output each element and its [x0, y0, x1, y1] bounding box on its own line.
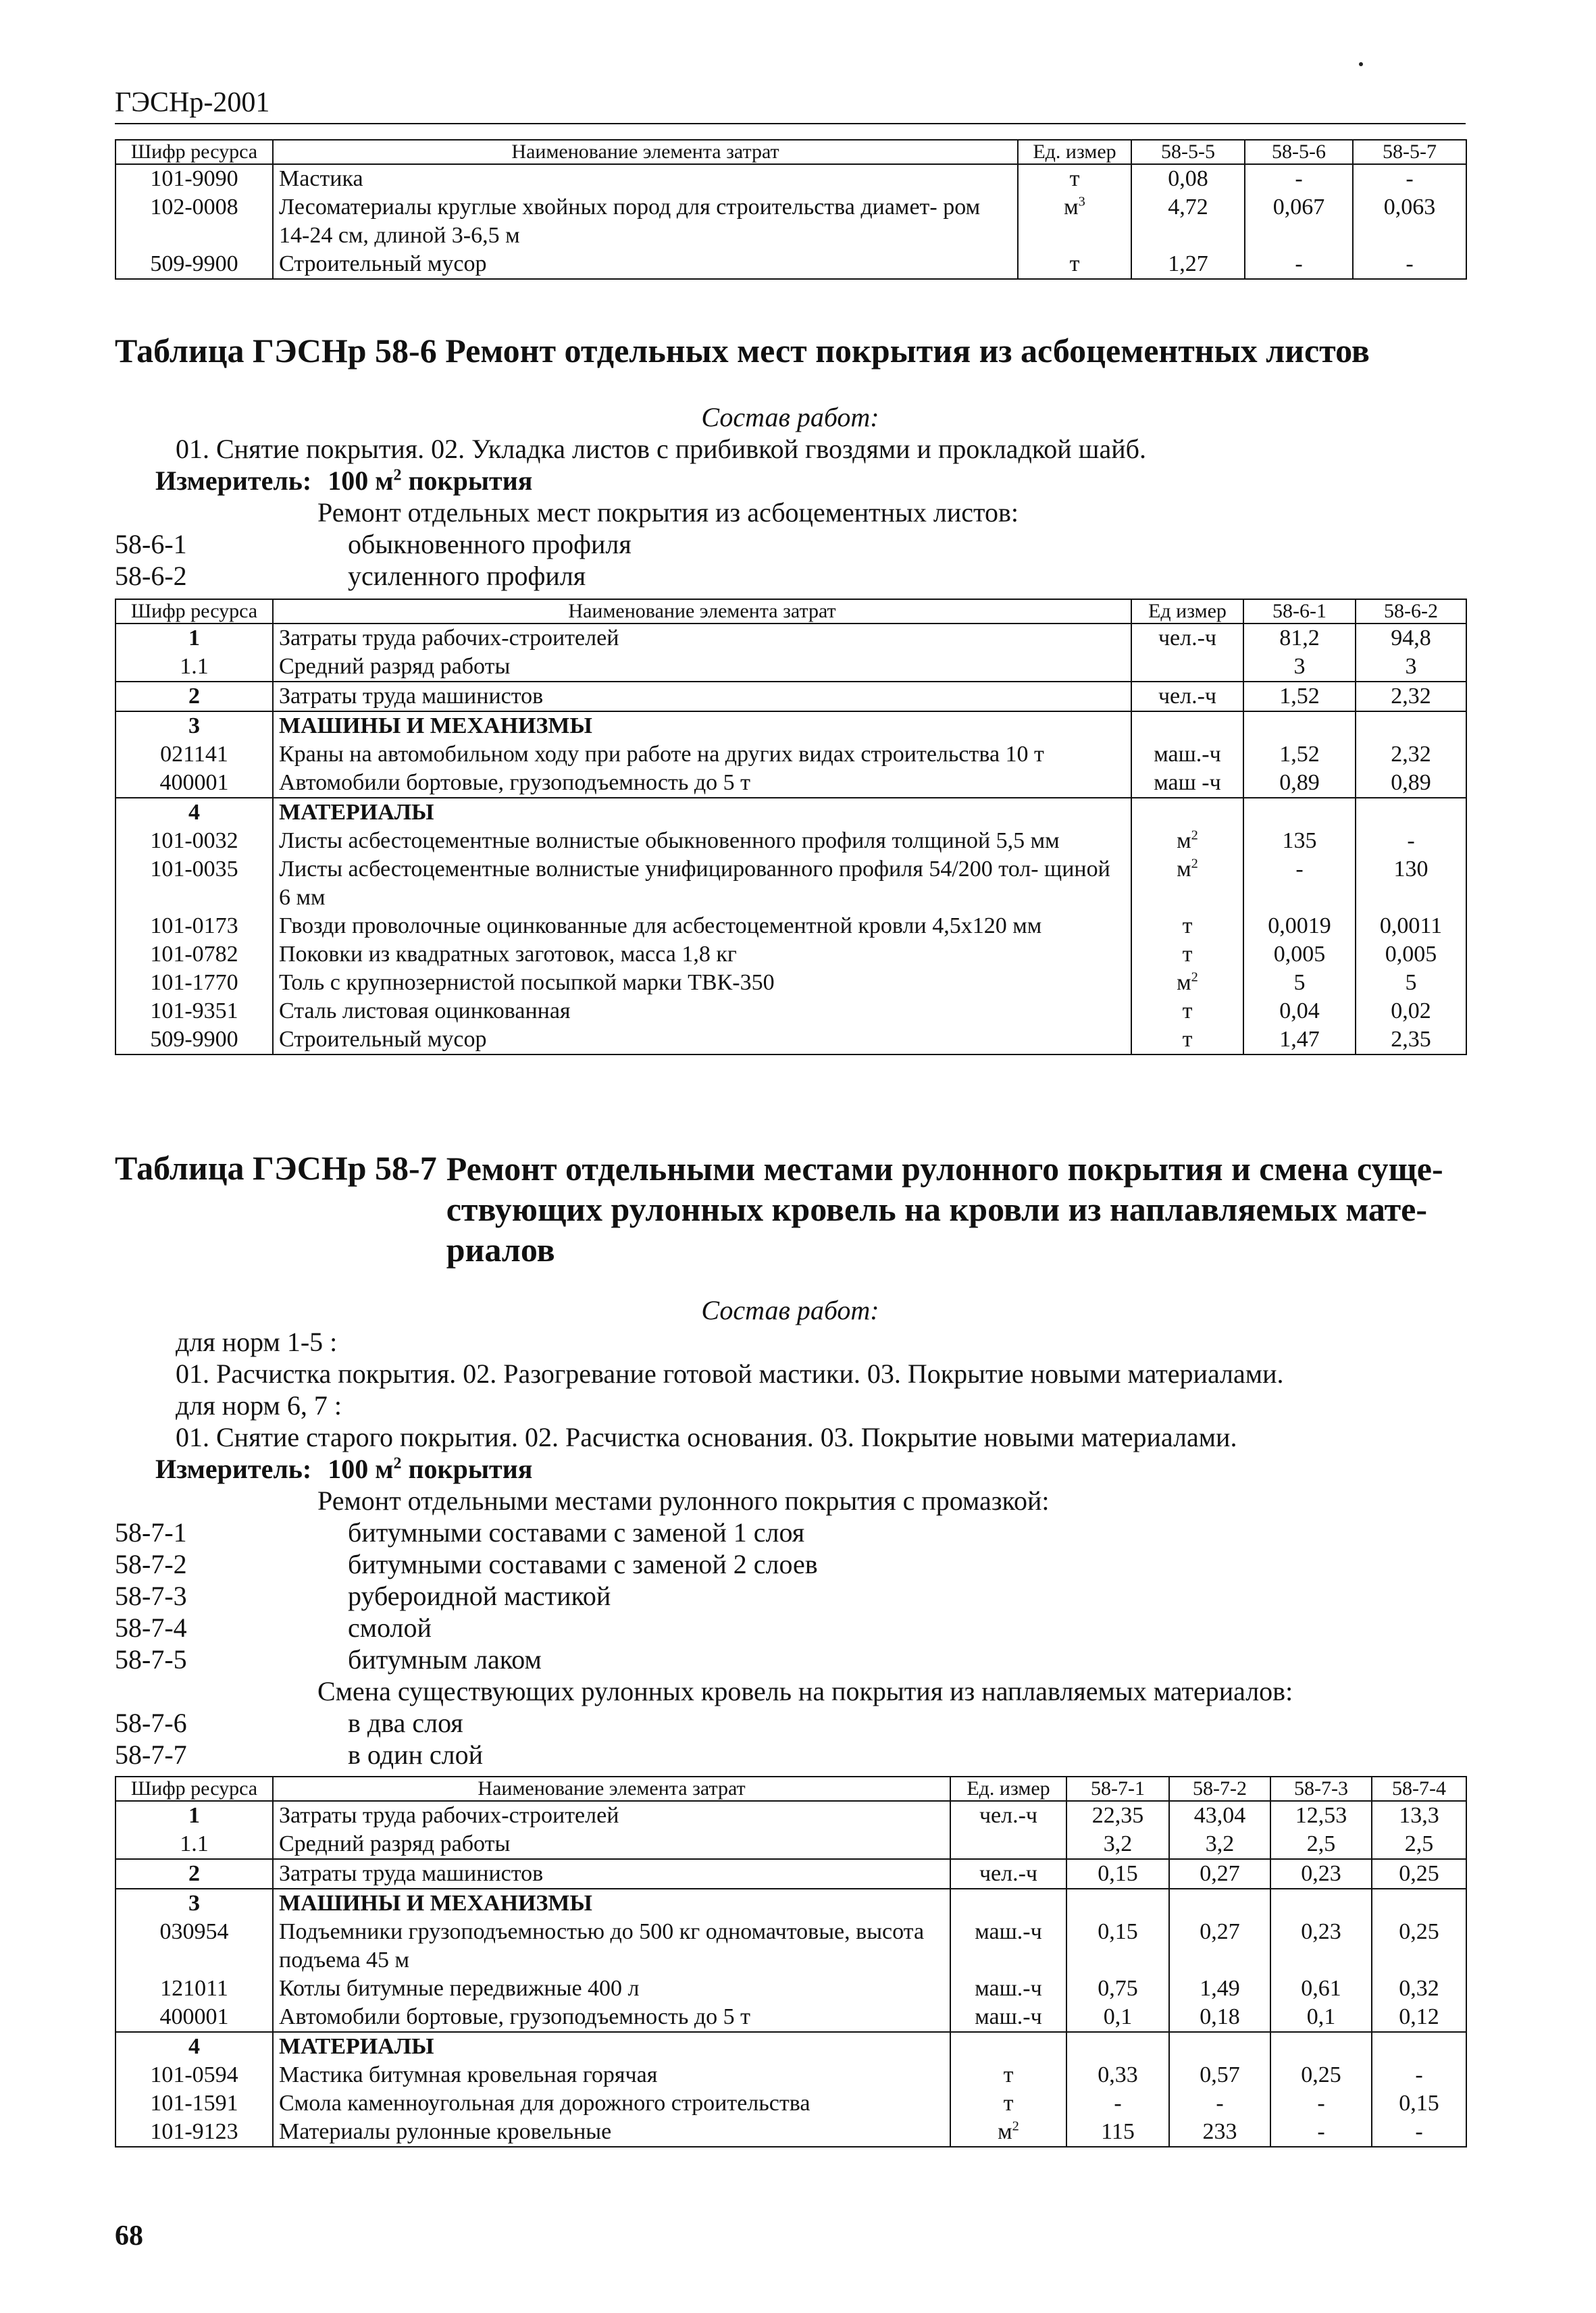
norm-list-2	[115, 1707, 1466, 1771]
cell-name: Сталь листовая оцинкованная	[273, 997, 1131, 1025]
work-b: 01. Снятие старого покрытия. 02. Расчистка основания. 03. Покрытие новыми материалами.	[176, 1422, 1237, 1452]
section-58-6	[115, 331, 1466, 1055]
col-header-unit: Ед. измер	[950, 1777, 1066, 1801]
norm-code: 58-7-3	[115, 1581, 187, 1611]
cell-name: Автомобили бортовые, грузоподъемность до 5 т	[273, 2003, 950, 2032]
cell-value: 1,27	[1131, 250, 1245, 279]
cell-code: 2	[115, 682, 273, 711]
cell-value: 1,52	[1243, 740, 1356, 769]
table-row	[115, 624, 1466, 653]
cell-value: -	[1270, 2118, 1372, 2147]
cell-value: 0,27	[1169, 1859, 1270, 1889]
cell-code: 509-9900	[115, 250, 273, 279]
cell-unit: т	[950, 2089, 1066, 2118]
norm-item	[115, 1580, 1466, 1612]
cell-code: 101-0032	[115, 827, 273, 855]
cell-value: -	[1245, 164, 1353, 193]
cell-name: Листы асбестоцементные волнистые унифицированного профиля 54/200 тол- щиной 6 мм	[273, 855, 1131, 912]
cell-value: 3,2	[1169, 1830, 1270, 1859]
table-row	[115, 682, 1466, 711]
table-row	[115, 250, 1466, 279]
norm-item	[115, 1612, 1466, 1644]
cell-unit: $м^2$	[950, 2118, 1066, 2147]
section-58-7	[115, 1148, 1466, 2147]
superscript: 2	[1191, 828, 1198, 843]
table-row	[115, 164, 1466, 193]
cell-name: Автомобили бортовые, грузоподъемность до 5 т	[273, 769, 1131, 798]
norm-text: усиленного профиля	[348, 561, 586, 591]
cell-value	[1270, 2032, 1372, 2061]
norm-list	[115, 528, 1466, 592]
cell-value: -	[1353, 164, 1466, 193]
cell-code: 101-9123	[115, 2118, 273, 2147]
cell-value: 2,5	[1372, 1830, 1466, 1859]
superscript: 2	[1012, 2118, 1019, 2134]
table-row	[115, 855, 1466, 912]
superscript: 3	[1078, 194, 1085, 209]
cell-unit	[1131, 653, 1243, 682]
table-row	[115, 711, 1466, 740]
table-row	[115, 2089, 1466, 2118]
cell-value: 1,52	[1243, 682, 1356, 711]
cell-code: 030954	[115, 1918, 273, 1975]
for-norms-a: для норм 1-5 :	[176, 1327, 338, 1357]
col-header-code: Шифр ресурса	[115, 1777, 273, 1801]
sostav-label: Состав работ:	[701, 1295, 879, 1325]
cell-name: Затраты труда рабочих-строителей	[273, 624, 1131, 653]
cell-unit: чел.-ч	[950, 1859, 1066, 1889]
cell-value: 0,0019	[1243, 912, 1356, 940]
table-row	[115, 912, 1466, 940]
cell-code: 4	[115, 798, 273, 827]
group1-title: Ремонт отдельными местами рулонного покрытия с промазкой:	[317, 1485, 1050, 1516]
norm-code: 58-7-1	[115, 1517, 187, 1548]
cell-value: 0,61	[1270, 1975, 1372, 2003]
col-header-unit: Ед. измер	[1018, 140, 1131, 164]
cell-name: Затраты труда машинистов	[273, 682, 1131, 711]
izmeritel-value: 100 $м^2$ покрытия	[328, 465, 533, 496]
superscript: 2	[1191, 969, 1198, 985]
table-row	[115, 2003, 1466, 2032]
cell-value: -	[1169, 2089, 1270, 2118]
izmeritel	[115, 465, 1466, 497]
cell-value: 81,2	[1243, 624, 1356, 653]
norm-text: битумным лаком	[348, 1644, 542, 1675]
cell-value: -	[1372, 2061, 1466, 2089]
cell-value: 0,25	[1270, 2061, 1372, 2089]
cell-value: 2,35	[1356, 1025, 1466, 1054]
cell-code: 101-0035	[115, 855, 273, 912]
cell-name: МАШИНЫ И МЕХАНИЗМЫ	[273, 1889, 950, 1918]
cell-value: 5	[1356, 969, 1466, 997]
cell-name: Строительный мусор	[273, 250, 1018, 279]
cell-value	[1066, 2032, 1169, 2061]
table-58-5	[115, 139, 1467, 280]
cell-value: 0,25	[1372, 1918, 1466, 1975]
table-row	[115, 1889, 1466, 1918]
norm-code: 58-6-2	[115, 561, 187, 591]
cell-name: Гвозди проволочные оцинкованные для асбестоцементной кровли 4,5х120 мм	[273, 912, 1131, 940]
cell-value: 0,33	[1066, 2061, 1169, 2089]
cell-value: 2,5	[1270, 1830, 1372, 1859]
cell-value: 3	[1356, 653, 1466, 682]
cell-value: 130	[1356, 855, 1466, 912]
cell-code: 1.1	[115, 1830, 273, 1859]
cell-value: 3,2	[1066, 1830, 1169, 1859]
cell-code: 102-0008	[115, 193, 273, 250]
col-header-norm: 58-6-1	[1243, 599, 1356, 624]
cell-name: Котлы битумные передвижные 400 л	[273, 1975, 950, 2003]
cell-name: Затраты труда машинистов	[273, 1859, 950, 1889]
cell-value: 22,35	[1066, 1801, 1169, 1830]
norm-item	[115, 1517, 1466, 1548]
cell-unit	[950, 1889, 1066, 1918]
col-header-name: Наименование элемента затрат	[273, 1777, 950, 1801]
cell-code: 4	[115, 2032, 273, 2061]
cell-value: -	[1066, 2089, 1169, 2118]
col-header-name: Наименование элемента затрат	[273, 140, 1018, 164]
table-row	[115, 740, 1466, 769]
cell-value	[1356, 798, 1466, 827]
cell-value: 0,067	[1245, 193, 1353, 250]
table-row	[115, 2118, 1466, 2147]
col-header-norm: 58-5-7	[1353, 140, 1466, 164]
table-58-7-title-rest: Ремонт отдельными местами рулонного покрытия и смена суще- ствующих рулонных кровель на кровли из наплавляемых мате- риалов	[446, 1150, 1443, 1269]
cell-name: Лесоматериалы круглые хвойных пород для строительства диамет- ром 14-24 см, длиной 3-6,5 м	[273, 193, 1018, 250]
cell-value	[1169, 2032, 1270, 2061]
cell-value: 0,04	[1243, 997, 1356, 1025]
table-row	[115, 798, 1466, 827]
cell-unit: т	[1018, 164, 1131, 193]
cell-value: -	[1356, 827, 1466, 855]
table-row	[115, 653, 1466, 682]
cell-unit: т	[1131, 997, 1243, 1025]
cell-value: 43,04	[1169, 1801, 1270, 1830]
cell-value	[1243, 798, 1356, 827]
cell-value: 0,063	[1353, 193, 1466, 250]
col-header-code: Шифр ресурса	[115, 599, 273, 624]
cell-value	[1372, 1889, 1466, 1918]
table-row	[115, 969, 1466, 997]
cell-name: Краны на автомобильном ходу при работе на других видах строительства 10 т	[273, 740, 1131, 769]
work-steps: 01. Снятие покрытия. 02. Укладка листов с прибивкой гвоздями и прокладкой шайб.	[176, 434, 1146, 464]
cell-name: МАТЕРИАЛЫ	[273, 2032, 950, 2061]
cell-code: 3	[115, 1889, 273, 1918]
cell-value: 12,53	[1270, 1801, 1372, 1830]
cell-value	[1066, 1889, 1169, 1918]
superscript: 2	[1191, 856, 1198, 871]
cell-unit: $м^3$	[1018, 193, 1131, 250]
cell-value: 0,005	[1356, 940, 1466, 969]
table-row	[115, 940, 1466, 969]
cell-code: 3	[115, 711, 273, 740]
cell-name: Затраты труда рабочих-строителей	[273, 1801, 950, 1830]
col-header-norm: 58-7-4	[1372, 1777, 1466, 1801]
cell-value: -	[1243, 855, 1356, 912]
table-row	[115, 1918, 1466, 1975]
izmeritel-label: Измеритель:	[155, 465, 312, 496]
norm-text: в один слой	[348, 1739, 484, 1770]
norm-text: битумными составами с заменой 1 слоя	[348, 1517, 805, 1548]
col-header-norm: 58-6-2	[1356, 599, 1466, 624]
col-header-norm: 58-5-6	[1245, 140, 1353, 164]
cell-value: -	[1372, 2118, 1466, 2147]
cell-value: 0,12	[1372, 2003, 1466, 2032]
doc-code: ГЭСНр-2001	[115, 87, 270, 118]
cell-name: Поковки из квадратных заготовок, масса 1,8 кг	[273, 940, 1131, 969]
table-row	[115, 1975, 1466, 2003]
norm-item	[115, 1644, 1466, 1675]
cell-value: 94,8	[1356, 624, 1466, 653]
norm-code: 58-6-1	[115, 529, 187, 559]
cell-value: 0,15	[1372, 2089, 1466, 2118]
col-header-unit: Ед измер	[1131, 599, 1243, 624]
col-header-norm: 58-7-3	[1270, 1777, 1372, 1801]
norm-text: смолой	[348, 1612, 432, 1643]
cell-code: 400001	[115, 2003, 273, 2032]
cell-value: 0,89	[1356, 769, 1466, 798]
izmeritel-label: Измеритель:	[155, 1454, 312, 1484]
cell-value: 0,0011	[1356, 912, 1466, 940]
cell-value: 1,47	[1243, 1025, 1356, 1054]
cell-value: -	[1353, 250, 1466, 279]
norm-item	[115, 560, 1466, 592]
norm-code: 58-7-5	[115, 1644, 187, 1675]
cell-value: 4,72	[1131, 193, 1245, 250]
sostav-label: Состав работ:	[701, 402, 879, 432]
cell-unit: $м^2$	[1131, 855, 1243, 912]
cell-code: 2	[115, 1859, 273, 1889]
cell-code: 101-1770	[115, 969, 273, 997]
for-norms-b: для норм 6, 7 :	[176, 1390, 342, 1421]
cell-code: 509-9900	[115, 1025, 273, 1054]
cell-value: -	[1245, 250, 1353, 279]
table-58-7-title-lead: Таблица ГЭСНр 58-7	[115, 1149, 437, 1187]
cell-unit: чел.-ч	[1131, 682, 1243, 711]
cell-value: 0,23	[1270, 1859, 1372, 1889]
cell-name: Подъемники грузоподъемностью до 500 кг одномачтовые, высота подъема 45 м	[273, 1918, 950, 1975]
table-row	[115, 1025, 1466, 1054]
cell-value: 0,18	[1169, 2003, 1270, 2032]
table-row	[115, 193, 1466, 250]
cell-unit: чел.-ч	[1131, 624, 1243, 653]
norm-text: обыкновенного профиля	[348, 529, 632, 559]
cell-name: Средний разряд работы	[273, 1830, 950, 1859]
norm-text: битумными составами с заменой 2 слоев	[348, 1549, 818, 1579]
group2-title: Смена существующих рулонных кровель на покрытия из наплавляемых материалов:	[317, 1676, 1293, 1706]
cell-code: 021141	[115, 740, 273, 769]
cell-unit: маш.-ч	[950, 1975, 1066, 2003]
cell-value	[1169, 1889, 1270, 1918]
cell-value: 115	[1066, 2118, 1169, 2147]
norm-code: 58-7-7	[115, 1739, 187, 1770]
norm-code: 58-7-4	[115, 1612, 187, 1643]
cell-unit: т	[1131, 912, 1243, 940]
cell-name: Материалы рулонные кровельные	[273, 2118, 950, 2147]
col-header-code: Шифр ресурса	[115, 140, 273, 164]
cell-unit: т	[1131, 940, 1243, 969]
norm-text: в два слоя	[348, 1708, 463, 1738]
cell-name: Мастика битумная кровельная горячая	[273, 2061, 950, 2089]
izmeritel	[115, 1453, 1466, 1485]
table-row	[115, 1801, 1466, 1830]
cell-code: 101-1591	[115, 2089, 273, 2118]
col-header-norm: 58-7-1	[1066, 1777, 1169, 1801]
cell-name: Толь с крупнозернистой посыпкой марки ТВК-350	[273, 969, 1131, 997]
cell-unit	[1131, 711, 1243, 740]
cell-value: 13,3	[1372, 1801, 1466, 1830]
cell-value: 0,02	[1356, 997, 1466, 1025]
norm-item	[115, 1548, 1466, 1580]
cell-value: 2,32	[1356, 682, 1466, 711]
cell-unit	[950, 2032, 1066, 2061]
cell-unit: маш.-ч	[1131, 740, 1243, 769]
cell-name: Смола каменноугольная для дорожного строительства	[273, 2089, 950, 2118]
cell-name: Средний разряд работы	[273, 653, 1131, 682]
col-header-norm: 58-5-5	[1131, 140, 1245, 164]
cell-code: 101-9351	[115, 997, 273, 1025]
cell-value: 3	[1243, 653, 1356, 682]
cell-name: Строительный мусор	[273, 1025, 1131, 1054]
work-a: 01. Расчистка покрытия. 02. Разогревание готовой мастики. 03. Покрытие новыми материалами.	[176, 1358, 1284, 1389]
cell-value: 1,49	[1169, 1975, 1270, 2003]
cell-code: 1	[115, 624, 273, 653]
cell-value	[1356, 711, 1466, 740]
cell-value: 135	[1243, 827, 1356, 855]
cell-name: Мастика	[273, 164, 1018, 193]
page-header	[115, 86, 1466, 124]
cell-value: 0,15	[1066, 1859, 1169, 1889]
cell-code: 101-0594	[115, 2061, 273, 2089]
norm-list-1	[115, 1517, 1466, 1675]
cell-code: 1.1	[115, 653, 273, 682]
cell-unit: $м^2$	[1131, 827, 1243, 855]
table-row	[115, 2032, 1466, 2061]
norm-text: рубероидной мастикой	[348, 1581, 611, 1611]
cell-unit: маш -ч	[1131, 769, 1243, 798]
cell-value: 0,005	[1243, 940, 1356, 969]
table-58-6	[115, 599, 1467, 1055]
table-58-7-title	[115, 1148, 1466, 1270]
table-row	[115, 1859, 1466, 1889]
cell-value: 0,32	[1372, 1975, 1466, 2003]
cell-value	[1270, 1889, 1372, 1918]
cell-value: 5	[1243, 969, 1356, 997]
norm-item	[115, 528, 1466, 560]
cell-unit: $м^2$	[1131, 969, 1243, 997]
col-header-norm: 58-7-2	[1169, 1777, 1270, 1801]
table-row	[115, 827, 1466, 855]
cell-name: МАТЕРИАЛЫ	[273, 798, 1131, 827]
cell-unit: т	[950, 2061, 1066, 2089]
table-58-6-title: Таблица ГЭСНр 58-6 Ремонт отдельных мест покрытия из асбоцементных листов	[115, 332, 1370, 370]
cell-code: 101-0173	[115, 912, 273, 940]
cell-value: 0,1	[1270, 2003, 1372, 2032]
scan-dot	[1359, 62, 1363, 66]
page-number: 68	[115, 2220, 143, 2252]
cell-value: 0,27	[1169, 1918, 1270, 1975]
cell-value: 0,1	[1066, 2003, 1169, 2032]
cell-value: 0,08	[1131, 164, 1245, 193]
cell-value: 233	[1169, 2118, 1270, 2147]
table-row	[115, 1830, 1466, 1859]
cell-value: 0,15	[1066, 1918, 1169, 1975]
cell-value: 0,25	[1372, 1859, 1466, 1889]
cell-value: -	[1270, 2089, 1372, 2118]
cell-code: 101-0782	[115, 940, 273, 969]
cell-value: 0,75	[1066, 1975, 1169, 2003]
cell-value: 2,32	[1356, 740, 1466, 769]
table-row	[115, 2061, 1466, 2089]
col-header-name: Наименование элемента затрат	[273, 599, 1131, 624]
cell-unit	[1131, 798, 1243, 827]
cell-unit: т	[1131, 1025, 1243, 1054]
cell-value: 0,57	[1169, 2061, 1270, 2089]
cell-unit: маш.-ч	[950, 2003, 1066, 2032]
table-58-7	[115, 1776, 1467, 2147]
table-row	[115, 769, 1466, 798]
norm-code: 58-7-2	[115, 1549, 187, 1579]
cell-unit: маш.-ч	[950, 1918, 1066, 1975]
superscript: 2	[393, 1454, 402, 1473]
cell-value: 0,89	[1243, 769, 1356, 798]
cell-name: Листы асбестоцементные волнистые обыкновенного профиля толщиной 5,5 мм	[273, 827, 1131, 855]
cell-value	[1243, 711, 1356, 740]
superscript: 2	[393, 466, 402, 484]
cell-unit: чел.-ч	[950, 1801, 1066, 1830]
izmeritel-value: 100 $м^2$ покрытия	[328, 1454, 533, 1484]
cell-code: 400001	[115, 769, 273, 798]
cell-name: МАШИНЫ И МЕХАНИЗМЫ	[273, 711, 1131, 740]
norm-code: 58-7-6	[115, 1708, 187, 1738]
norm-item	[115, 1707, 1466, 1739]
table-58-5-block	[115, 139, 1467, 280]
group-title: Ремонт отдельных мест покрытия из асбоцементных листов:	[317, 497, 1019, 528]
cell-code: 121011	[115, 1975, 273, 2003]
cell-value: 0,23	[1270, 1918, 1372, 1975]
cell-code: 101-9090	[115, 164, 273, 193]
cell-unit: т	[1018, 250, 1131, 279]
cell-value	[1372, 2032, 1466, 2061]
cell-code: 1	[115, 1801, 273, 1830]
table-row	[115, 997, 1466, 1025]
norm-item	[115, 1739, 1466, 1771]
cell-unit	[950, 1830, 1066, 1859]
